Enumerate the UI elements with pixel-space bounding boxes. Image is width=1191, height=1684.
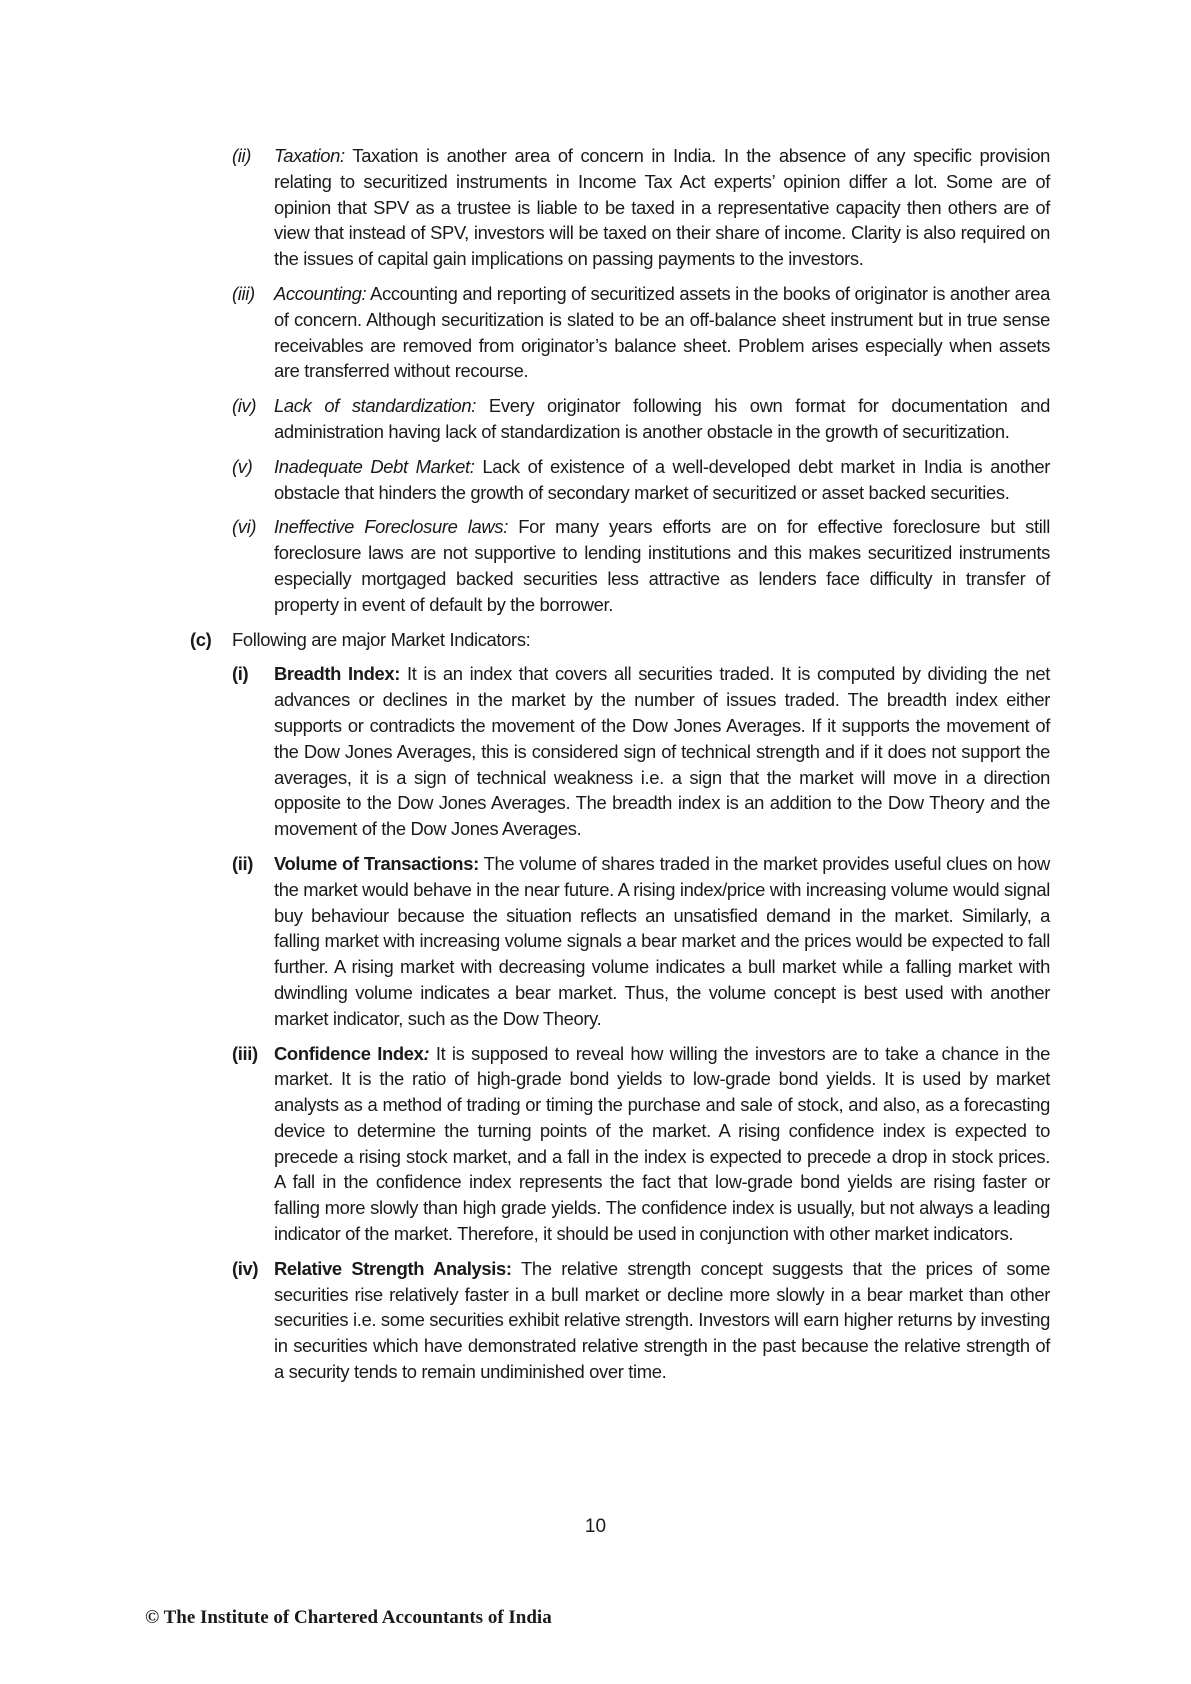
list-item	[232, 143, 1050, 272]
item-title: Lack of standardization:	[274, 395, 477, 417]
item-text: Every originator following his own format for documentation and administration having lack of standardization is another obstacle in the growth of securitization.	[274, 395, 1051, 442]
item-marker: (iii)	[232, 282, 255, 304]
item-text: It is an index that covers all securities traded. It is computed by dividing the net advances or declines in the market by the number of issues traded. The breadth index either supports or contradicts the movement of the Dow Jones Averages. If it supports the movement of the Dow Jones Averages, this is considered sign of technical strength and if it does not support the averages, it is a sign of technical weakness i.e. a sign that the market will move in a direction opposite to the Dow Jones Averages. The breadth index is an addition to the Dow Theory and the movement of the Dow Jones Averages.	[274, 663, 1051, 840]
page-number: 10	[584, 1516, 607, 1537]
item-title: Ineffective Foreclosure laws:	[274, 516, 508, 538]
item-marker: (vi)	[232, 516, 257, 538]
item-text: Accounting and reporting of securitized assets in the books of originator is another area of concern. Although securitization is slated to be an off-balance sheet instrument but in true sense receivables are removed from originator’s balance sheet. Problem arises especially when assets are transferred without recourse.	[274, 282, 1050, 382]
item-marker: (i)	[232, 663, 249, 685]
section-intro: Following are major Market Indicators:	[232, 628, 531, 650]
list-item	[232, 1041, 1050, 1247]
list-item	[232, 1256, 1050, 1385]
item-title-suffix: :	[423, 1042, 430, 1064]
securitization-problems-list	[190, 143, 1050, 618]
item-marker: (iii)	[232, 1042, 258, 1064]
item-title: Confidence Index	[274, 1042, 424, 1064]
list-item	[232, 393, 1050, 445]
section-marker: (c)	[190, 628, 212, 650]
item-marker: (ii)	[232, 852, 254, 874]
item-text: Lack of existence of a well-developed debt market in India is another obstacle that hinders the growth of secondary market of securitized or asset backed securities.	[274, 455, 1050, 503]
market-indicators-list	[190, 661, 1050, 1385]
item-marker: (v)	[232, 455, 253, 477]
item-marker: (ii)	[232, 145, 252, 166]
item-text: It is supposed to reveal how willing the investors are to take a chance in the market. It is the ratio of high-grade bond yields to low-grade bond yields. It is used by market analysts as a method of trading or timing the purchase and sale of stock, and also, as a forecasting device to determine the turning points of the market. A rising confidence index is expected to precede a rising stock market, and a fall in the index is expected to precede a drop in stock prices. A fall in the confidence index represents the fact that low-grade bond yields are rising faster or falling more slowly than high grade yields. The confidence index is usually, but not always a leading indicator of the market. Therefore, it should be used in conjunction with other market indicators.	[274, 1042, 1050, 1245]
item-title: Accounting:	[274, 282, 367, 304]
page-content	[190, 143, 1050, 1394]
list-item	[232, 661, 1050, 842]
item-title: Volume of Transactions:	[274, 852, 479, 874]
list-item	[232, 514, 1050, 617]
item-title: Relative Strength Analysis:	[274, 1257, 512, 1279]
list-item	[232, 281, 1050, 384]
list-item	[232, 851, 1050, 1032]
item-title: Inadequate Debt Market:	[274, 455, 475, 477]
item-text: The volume of shares traded in the market provides useful clues on how the market would behave in the near future. A rising index/price with increasing volume would signal buy behaviour because the situation reflects an unsatisfied demand in the market. Similarly, a falling market with increasing volume signals a bear market and the prices would be expected to fall further. A rising market with decreasing volume indicates a bull market while a falling market with dwindling volume indicates a bear market. Thus, the volume concept is best used with another market indicator, such as the Dow Theory.	[274, 852, 1050, 1029]
item-title: Taxation:	[274, 145, 345, 166]
item-text: For many years efforts are on for effective foreclosure but still foreclosure laws are not supportive to lending institutions and this makes securitized instruments especially mortgaged backed securities less attractive as lenders face difficulty in transfer of property in event of default by the borrower.	[274, 516, 1050, 615]
list-item	[232, 454, 1050, 506]
item-text: Taxation is another area of concern in India. In the absence of any specific provision relating to securitized instruments in Income Tax Act experts’ opinion differ a lot. Some are of opinion that SPV as a trustee is liable to be taxed in a representative capacity then others are of view that instead of SPV, investors will be taxed on their share of income. Clarity is also required on the issues of capital gain implications on passing payments to the investors.	[274, 145, 1050, 270]
item-title: Breadth Index:	[274, 663, 401, 685]
footer-copyright: © The Institute of Chartered Accountants of India	[145, 1607, 552, 1628]
section-c-heading	[190, 627, 1050, 653]
item-text: The relative strength concept suggests that the prices of some securities rise relatively faster in a bull market or decline more slowly in a bear market than other securities i.e. some securities exhibit relative strength. Investors will earn higher returns by investing in securities which have demonstrated relative strength in the past because the relative strength of a security tends to remain undiminished over time.	[274, 1257, 1050, 1383]
item-marker: (iv)	[232, 395, 257, 417]
item-marker: (iv)	[232, 1257, 259, 1279]
